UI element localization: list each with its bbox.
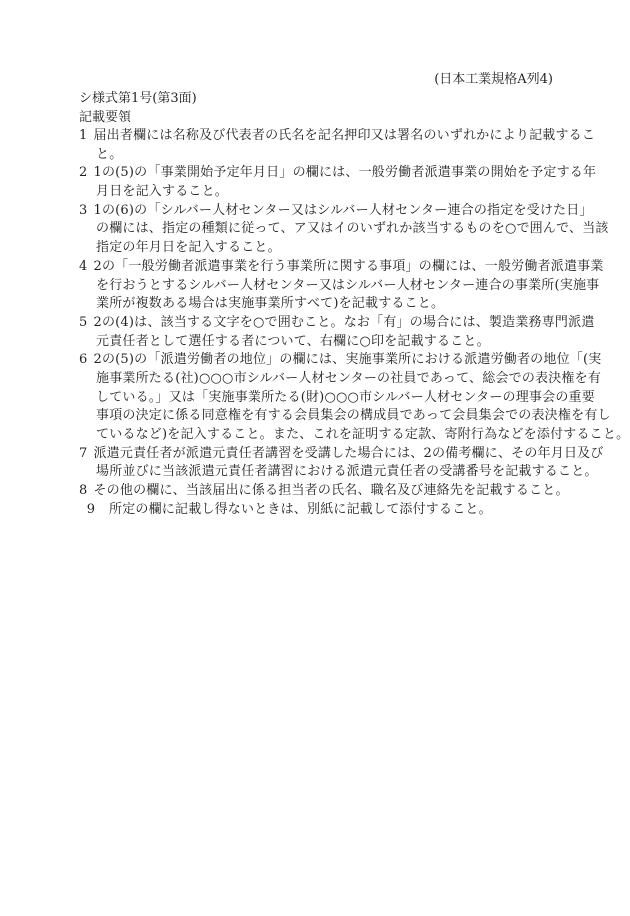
instruction-item: [79, 202, 609, 258]
instruction-first-line: [79, 202, 593, 221]
instruction-item: [79, 258, 604, 314]
item-number: 9: [86, 501, 96, 517]
instruction-first-line: [79, 258, 604, 277]
item-text: 1の(6)の「シルバー人材センター又はシルバー人材センター連合の指定を受けた日」: [93, 202, 593, 218]
item-number: 6: [79, 352, 88, 368]
item-number: 8: [79, 483, 88, 499]
item-text: 2の(5)の「派遣労働者の地位」の欄には、実施事業所における派遣労働者の地位「(実: [93, 352, 602, 368]
item-text: 1の(5)の「事業開始予定年月日」の欄には、一般労働者派遣事業の開始を予定する年: [93, 165, 597, 181]
instruction-item: [79, 127, 596, 164]
form-title: シ様式第1号(第3面): [79, 91, 197, 106]
instruction-item: [79, 445, 604, 482]
instruction-first-line: [79, 501, 559, 520]
instruction-item: [79, 164, 597, 201]
instruction-continuation-line: 元責任者として選任する者について、右欄に○印を記載すること。: [96, 333, 490, 349]
item-number: 3: [79, 202, 88, 218]
item-text: 届出者欄には名称及び代表者の氏名を記名押印又は署名のいずれかにより記載するこ: [93, 128, 596, 143]
instruction-item: [79, 314, 595, 351]
instruction-first-line: [79, 351, 602, 370]
item-text: 2の(4)は、該当する文字を○で囲むこと。なお「有」の場合には、製造業務専門派遣: [93, 314, 595, 330]
instruction-continuation-line: 施事業所たる(社)○○○市シルバー人材センターの社員であって、総会での表決権を有: [96, 370, 602, 386]
instruction-continuation-line: している。」又は「実施事業所たる(財)○○○市シルバー人材センターの理事会の重要: [96, 389, 595, 405]
item-text: 所定の欄に記載し得ないときは、別紙に記載して添付すること。: [109, 501, 492, 517]
instruction-item: [79, 482, 569, 501]
instruction-item: [79, 501, 559, 520]
instruction-item: [79, 351, 630, 444]
item-number: 4: [79, 258, 88, 274]
instruction-continuation-line: 月日を記入すること。: [96, 184, 229, 200]
instruction-first-line: [79, 445, 604, 464]
item-number: 7: [79, 445, 88, 461]
instruction-list: [79, 127, 630, 519]
item-number: 5: [79, 314, 88, 330]
instruction-continuation-line: ているなど)を記入すること。また、これを証明する定款、寄附行為などを添付すること。: [96, 427, 630, 442]
instruction-continuation-line: の欄には、指定の種類に従って、ア又はイのいずれか該当するものを○で囲んで、当該: [96, 221, 609, 237]
instruction-continuation-line: 業所が複数ある場合は実施事業所すべて)を記載すること。: [96, 296, 445, 312]
item-text: その他の欄に、当該届出に係る担当者の氏名、職名及び連絡先を記載すること。: [93, 483, 569, 499]
instruction-continuation-line: と。: [96, 146, 123, 162]
standard-note: (日本工業規格A列4): [434, 72, 553, 87]
section-title: 記載要領: [79, 109, 132, 125]
instruction-continuation-line: 指定の年月日を記入すること。: [96, 240, 281, 256]
instruction-continuation-line: 場所並びに当該派遣元責任者講習における派遣元責任者の受講番号を記載すること。: [96, 464, 598, 480]
item-text: 派遣元責任者が派遣元責任者講習を受講した場合には、2の備考欄に、その年月日及び: [93, 445, 604, 461]
instruction-first-line: [79, 314, 595, 333]
instruction-first-line: [79, 482, 569, 501]
instruction-continuation-line: を行おうとするシルバー人材センター又はシルバー人材センター連合の事業所(実施事: [96, 277, 600, 293]
item-number: 2: [79, 165, 88, 181]
item-text: 2の「一般労働者派遣事業を行う事業所に関する事項」の欄には、一般労働者派遣事業: [93, 258, 604, 274]
item-number: 1: [79, 128, 88, 143]
instruction-continuation-line: 事項の決定に係る同意権を有する会員集会の構成員であって会員集会での表決権を有し: [96, 408, 611, 424]
instruction-first-line: [79, 127, 596, 146]
instruction-first-line: [79, 164, 597, 183]
